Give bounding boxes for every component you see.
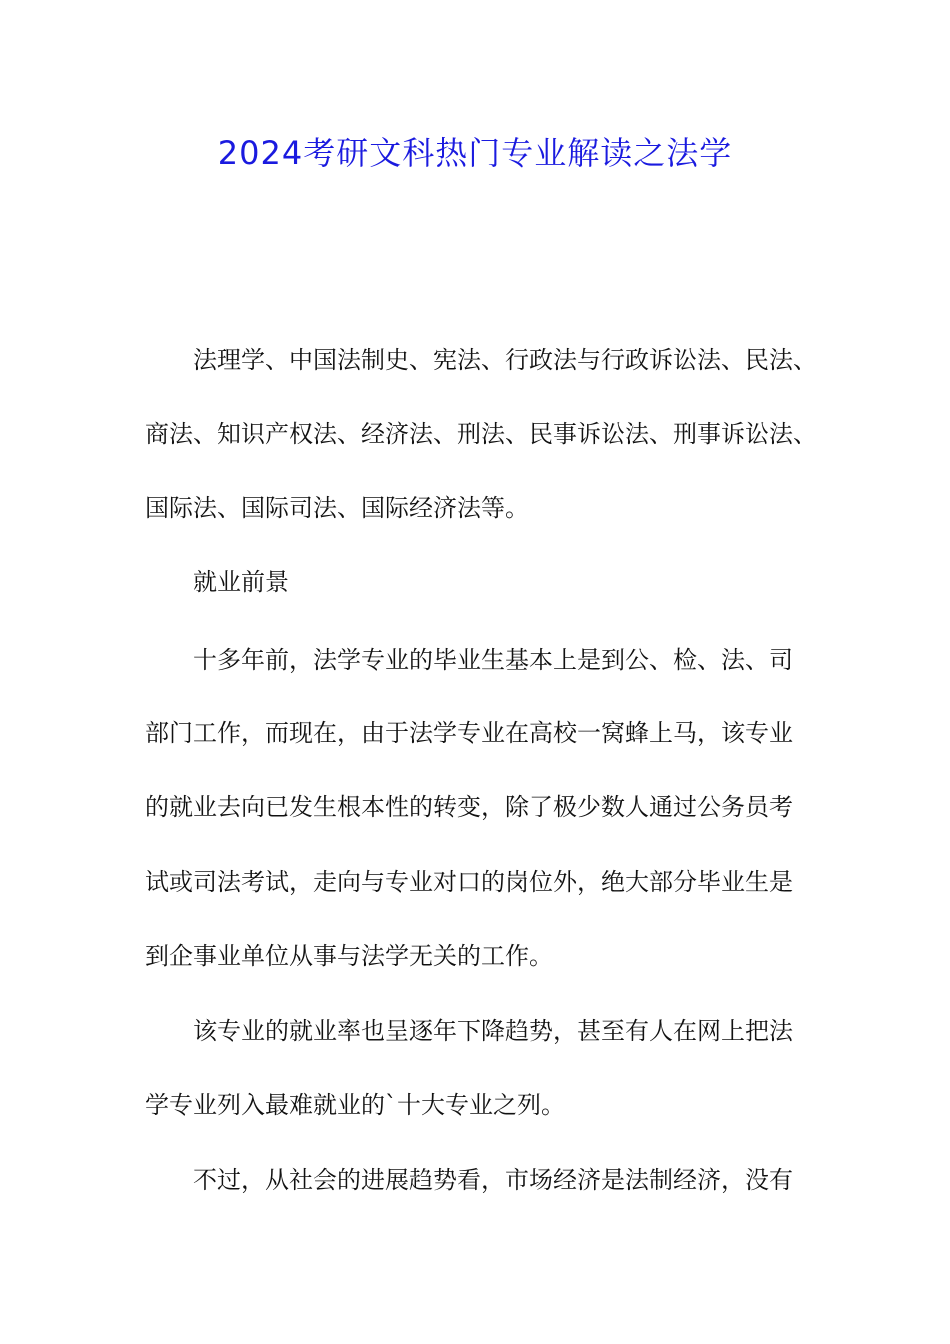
paragraph-line: 的就业去向已发生根本性的转变，除了极少数人通过公务员考	[145, 793, 793, 821]
paragraph-line: 十多年前，法学专业的毕业生基本上是到公、检、法、司	[193, 646, 793, 674]
paragraph-line: 商法、知识产权法、经济法、刑法、民事诉讼法、刑事诉讼法、	[145, 420, 817, 448]
section-heading: 就业前景	[193, 568, 289, 596]
paragraph-line: 不过，从社会的进展趋势看，市场经济是法制经济，没有	[193, 1166, 793, 1194]
paragraph-line: 学专业列入最难就业的`十大专业之列。	[145, 1091, 565, 1119]
paragraph-line: 到企事业单位从事与法学无关的工作。	[145, 942, 553, 970]
paragraph-line: 法理学、中国法制史、宪法、行政法与行政诉讼法、民法、	[193, 346, 817, 374]
document-title: 2024考研文科热门专业解读之法学	[217, 134, 733, 172]
paragraph-line: 该专业的就业率也呈逐年下降趋势，甚至有人在网上把法	[193, 1017, 793, 1045]
paragraph-line: 部门工作，而现在，由于法学专业在高校一窝蜂上马，该专业	[145, 719, 793, 747]
paragraph-line: 试或司法考试，走向与专业对口的岗位外，绝大部分毕业生是	[145, 868, 793, 896]
paragraph-line: 国际法、国际司法、国际经济法等。	[145, 494, 529, 522]
